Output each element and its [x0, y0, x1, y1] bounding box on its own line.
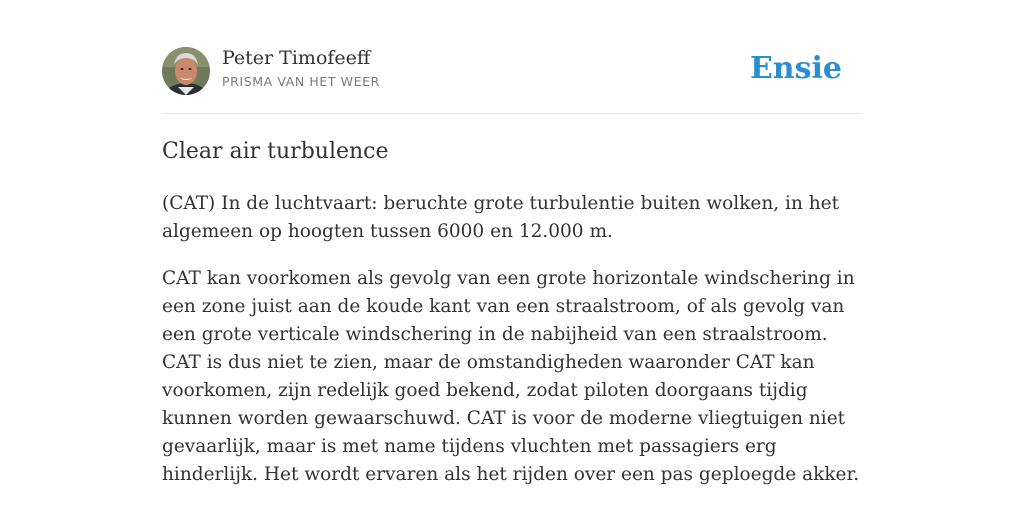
source-label[interactable]: PRISMA VAN HET WEER: [222, 74, 380, 89]
header-divider: [162, 113, 862, 114]
entry-title: Clear air turbulence: [162, 139, 389, 164]
author-avatar[interactable]: [162, 47, 210, 95]
entry-card: [162, 0, 862, 512]
entry-header: [162, 46, 862, 96]
author-name[interactable]: Peter Timofeeff: [222, 47, 371, 69]
entry-paragraph-explanation: CAT kan voorkomen als gevolg van een grote horizontale windschering in een zone juist aan de koude kant van een straalstroom, of als gevolg van een grote verticale windschering in de nabijheid van een straalstroom. CAT is dus niet te zien, maar de omstandigheden waaronder CAT kan voorkomen, zijn redelijk goed bekend, zodat piloten doorgaans tijdig kunnen worden gewaarschuwd. CAT is voor de moderne vliegtuigen niet gevaarlijk, maar is met name tijdens vluchten met passagiers erg hinderlijk. Het wordt ervaren als het rijden over een pas geploegde akker.: [162, 268, 860, 485]
avatar-photo-icon: [162, 47, 210, 95]
entry-paragraph-definition: (CAT) In de luchtvaart: beruchte grote turbulentie buiten wolken, in het algemeen op hoogten tussen 6000 en 12.000 m.: [162, 193, 840, 242]
brand-logo[interactable]: Ensie: [749, 51, 842, 86]
